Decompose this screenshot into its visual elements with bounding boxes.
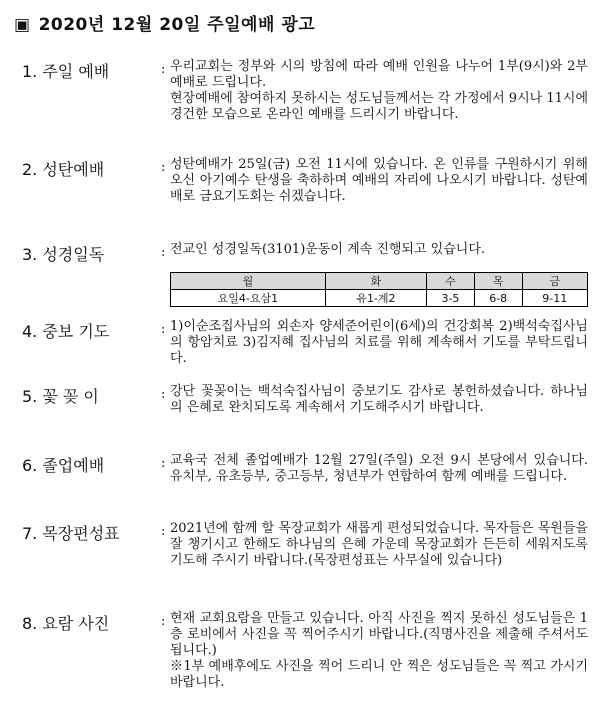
table-header-row xyxy=(171,273,588,290)
colon-separator: : xyxy=(161,322,166,337)
section-paragraph: ※1부 예배후에도 사진을 찍어 드리니 안 찍은 성도님들은 꼭 찍고 가시기 바랍니다. xyxy=(170,659,588,690)
section-paragraph: 1)이순조집사님의 외손자 양세준어린이(6세)의 건강회복 2)백석숙집사님의 항암치료 3)김지혜 집사님의 치료를 위해 계속해서 기도를 부탁드립니다. xyxy=(170,319,588,366)
section-body xyxy=(170,319,588,367)
colon-separator: : xyxy=(161,614,166,629)
colon-separator: : xyxy=(161,160,166,175)
section-title: 7. 목장편성표 xyxy=(22,524,120,543)
table-row xyxy=(171,290,588,307)
colon-separator: : xyxy=(161,524,166,539)
square-marker-icon: ▣ xyxy=(14,15,31,35)
table-cell: 3-5 xyxy=(427,290,475,307)
section-body xyxy=(170,242,588,258)
section-title: 8. 요람 사진 xyxy=(22,614,110,633)
section-paragraph: 2021년에 함께 할 목장교회가 새롭게 편성되었습니다. 목자들은 목원들을 잘 챙기시고 한해도 하나님의 은혜 가운데 목장교회가 든든히 세워지도록 기도해 주시기 바랍니다.(목장편성표는 사무실에 있습니다) xyxy=(170,521,588,568)
section-paragraph: 전교인 성경일독(3101)운동이 계속 진행되고 있습니다. xyxy=(170,242,486,257)
section-title: 6. 졸업예배 xyxy=(22,456,105,475)
section-body xyxy=(170,157,588,205)
section-title: 4. 중보 기도 xyxy=(22,322,110,341)
section-body xyxy=(170,453,588,485)
section-body xyxy=(170,521,588,569)
section-paragraph: 우리교회는 정부와 시의 방침에 따라 예배 인원을 나누어 1부(9시)와 2부 예배로 드립니다. xyxy=(170,59,588,90)
section-paragraph: 강단 꽃꽂이는 백석숙집사님이 중보기도 감사로 봉헌하셨습니다. 하나님의 은혜로 완치되도록 계속해서 기도해주시기 바랍니다. xyxy=(170,384,588,415)
table-cell: 유1-계2 xyxy=(325,290,426,307)
section-paragraph: 현장예배에 참여하지 못하시는 성도님들께서는 각 가정에서 9시나 11시에 경건한 모습으로 온라인 예배를 드리시기 바랍니다. xyxy=(170,91,588,122)
bible-reading-table xyxy=(170,272,588,307)
table-header-cell: 월 xyxy=(171,273,326,290)
table-header-cell: 목 xyxy=(474,273,522,290)
colon-separator: : xyxy=(161,456,166,471)
table-cell: 6-8 xyxy=(474,290,522,307)
table-header-cell: 화 xyxy=(325,273,426,290)
table-header-cell: 금 xyxy=(522,273,587,290)
colon-separator: : xyxy=(161,62,166,77)
table-cell: 요일4-요삼1 xyxy=(171,290,326,307)
section-title: 5. 꽃 꽂 이 xyxy=(22,387,99,406)
section-title: 2. 성탄예배 xyxy=(22,160,105,179)
section-paragraph: 성탄예배가 25일(금) 오전 11시에 있습니다. 온 인류를 구원하시기 위해 오신 아기예수 탄생을 축하하며 예배의 자리에 나오시기 바랍니다. 성탄예배로 금요기도회는 쉬겠습니다. xyxy=(170,157,588,204)
section-body xyxy=(170,611,588,691)
table-header-cell: 수 xyxy=(427,273,475,290)
table-cell: 9-11 xyxy=(522,290,587,307)
section-title: 1. 주일 예배 xyxy=(22,62,110,81)
section-paragraph: 교육국 전체 졸업예배가 12월 27일(주일) 오전 9시 본당에서 있습니다. 유치부, 유초등부, 중고등부, 청년부가 연합하여 함께 예배를 드립니다. xyxy=(170,453,588,484)
section-title: 3. 성경일독 xyxy=(22,245,105,264)
section-body xyxy=(170,384,588,416)
colon-separator: : xyxy=(161,245,166,260)
section-paragraph: 현재 교회요람을 만들고 있습니다. 아직 사진을 찍지 못하신 성도님들은 1층 로비에서 사진을 꼭 찍어주시기 바랍니다.(직명사진을 제출해 주셔서도 됩니다.) xyxy=(170,611,588,658)
section-body xyxy=(170,59,588,123)
page-title xyxy=(14,10,315,35)
colon-separator: : xyxy=(161,387,166,402)
page-title-text: 2020년 12월 20일 주일예배 광고 xyxy=(38,15,316,35)
